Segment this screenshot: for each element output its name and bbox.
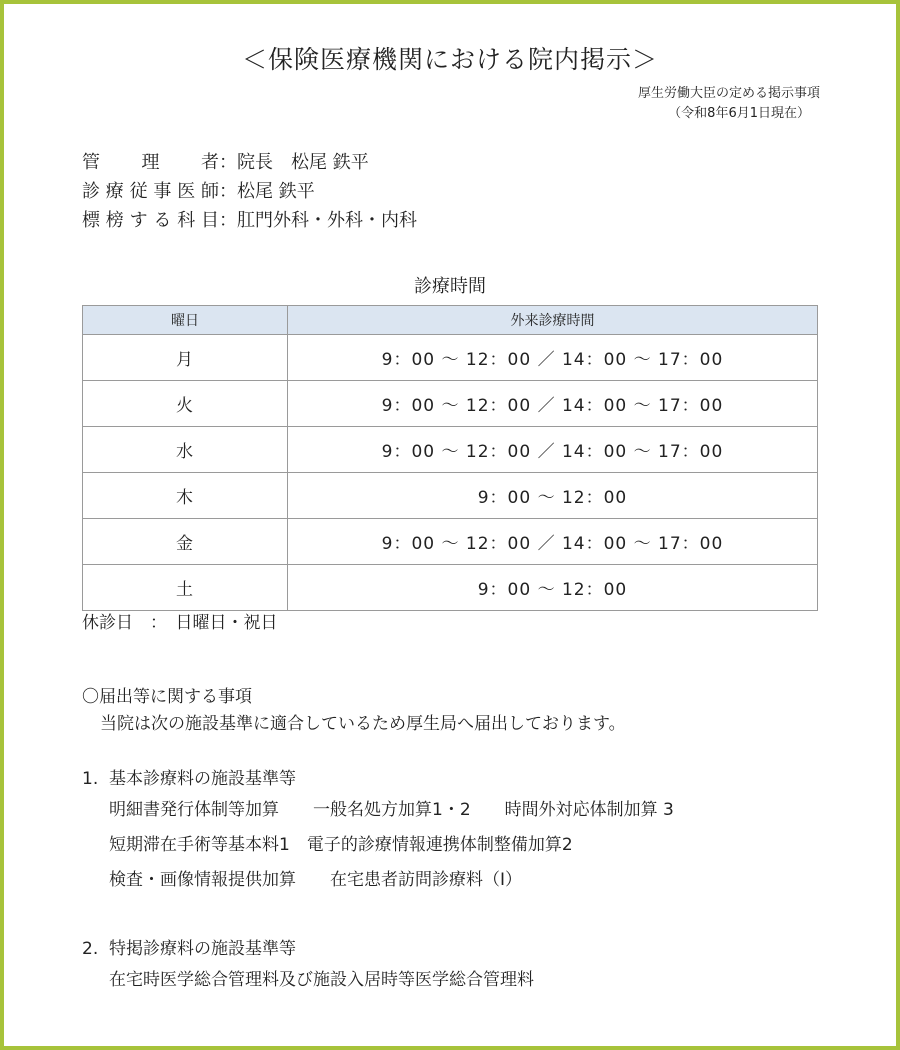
table-row — [83, 565, 818, 611]
list-item: 短期滞在手術等基本料1 電子的診療情報連携体制整備加算2 — [109, 835, 573, 855]
notice-heading: 〇届出等に関する事項 — [82, 687, 252, 707]
info-row-doctor — [82, 177, 417, 206]
closed-days: 休診日 ： 日曜日・祝日 — [82, 613, 278, 633]
day-cell: 土 — [83, 565, 288, 611]
info-label: 診療従事医師 — [82, 181, 219, 202]
day-cell: 金 — [83, 519, 288, 565]
hours-header-row — [83, 306, 818, 335]
hours-table — [82, 305, 818, 611]
section-title: 基本診療料の施設基準等 — [109, 769, 296, 789]
list-item: 明細書発行体制等加算 一般名処方加算1・2 時間外対応体制加算 3 — [109, 800, 674, 820]
info-value: 松尾 鉄平 — [237, 181, 315, 202]
table-row — [83, 427, 818, 473]
day-cell: 木 — [83, 473, 288, 519]
info-colon: ： — [219, 152, 237, 173]
legal-basis-line: 厚生労働大臣の定める掲示事項 — [637, 86, 820, 101]
time-cell: 9：00 ～ 12：00 — [288, 473, 818, 519]
info-value: 肛門外科・外科・内科 — [237, 210, 417, 231]
info-label: 管理者 — [82, 152, 219, 173]
section-heading — [82, 765, 674, 793]
notice-body: 当院は次の施設基準に適合しているため厚生局へ届出しております。 — [100, 714, 626, 734]
list-item: 検査・画像情報提供加算 在宅患者訪問診療料（Ⅰ） — [109, 870, 523, 890]
info-label: 標榜する科目 — [82, 210, 219, 231]
header-time: 外来診療時間 — [288, 306, 818, 335]
time-cell: 9：00 ～ 12：00 ／ 14：00 ～ 17：00 — [288, 427, 818, 473]
table-row — [83, 381, 818, 427]
section-number: 1. — [82, 769, 99, 789]
time-cell: 9：00 ～ 12：00 ／ 14：00 ～ 17：00 — [288, 335, 818, 381]
day-cell: 火 — [83, 381, 288, 427]
info-row-departments — [82, 206, 417, 235]
section-heading — [82, 935, 534, 963]
clinic-info — [82, 148, 417, 235]
page-title: ＜保険医療機関における院内掲示＞ — [241, 45, 658, 74]
time-cell: 9：00 ～ 12：00 ／ 14：00 ～ 17：00 — [288, 381, 818, 427]
notification-notice — [82, 684, 626, 738]
table-row — [83, 519, 818, 565]
time-cell: 9：00 ～ 12：00 — [288, 565, 818, 611]
day-cell: 水 — [83, 427, 288, 473]
legal-basis — [638, 84, 820, 124]
section-special-fees — [82, 935, 534, 998]
info-row-manager — [82, 148, 417, 177]
day-cell: 月 — [83, 335, 288, 381]
info-value: 院長 松尾 鉄平 — [237, 152, 369, 173]
section-items — [82, 793, 674, 898]
header-day: 曜日 — [83, 306, 288, 335]
section-title: 特掲診療料の施設基準等 — [109, 939, 296, 959]
time-cell: 9：00 ～ 12：00 ／ 14：00 ～ 17：00 — [288, 519, 818, 565]
info-colon: ： — [219, 210, 237, 231]
table-row — [83, 473, 818, 519]
hours-title: 診療時間 — [414, 276, 486, 297]
list-item: 在宅時医学総合管理料及び施設入居時等医学総合管理料 — [109, 970, 534, 990]
as-of-date: （令和8年6月1日現在） — [668, 106, 810, 121]
table-row — [83, 335, 818, 381]
section-items — [82, 963, 534, 998]
section-basic-fees — [82, 765, 674, 898]
section-number: 2. — [82, 939, 99, 959]
info-colon: ： — [219, 181, 237, 202]
